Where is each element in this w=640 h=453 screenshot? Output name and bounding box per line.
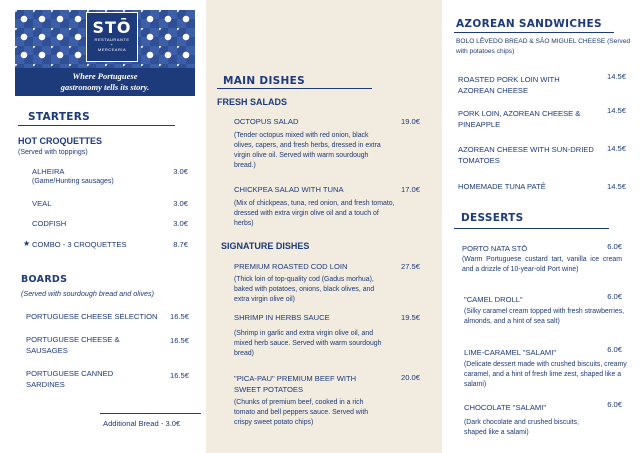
cod-loin: PREMIUM ROASTED COD LOIN (234, 262, 348, 271)
sandwich-tuna-pate: HOMEMADE TUNA PATÊ (458, 182, 546, 191)
boards-note: (Served with sourdough bread and olives) (21, 289, 155, 298)
sandwich-pork-pineapple: PORK LOIN, AZOREAN CHEESE & PINEAPPLE (458, 109, 581, 129)
sandwich-sun-dried-price: 14.5€ (606, 144, 626, 153)
tile-banner (15, 10, 195, 68)
croquette-alheira-price: 3.0€ (173, 167, 188, 176)
hot-croquettes-title: HOT CROQUETTES (18, 136, 103, 146)
dessert-camel-droll: "CAMEL DROLL" (464, 295, 523, 304)
shrimp-herbs-price: 19.5€ (400, 313, 420, 322)
board-cheese-sausages-price: 16.5€ (169, 336, 189, 345)
dessert-porto-nata: PORTO NATA STŌ (462, 244, 528, 253)
croquette-alheira: ALHEIRA (32, 167, 65, 176)
shrimp-herbs-desc: (Shrimp in garlic and extra virgin olive oil, and mixed herb sauce. Served with warm sourdough bread) (234, 330, 382, 357)
dessert-lime-caramel-price: 6.0€ (607, 345, 622, 354)
hot-croquettes-note: (Served with toppings) (18, 149, 88, 156)
board-sardines-price: 16.5€ (169, 371, 189, 380)
pica-pau-price: 20.0€ (400, 373, 420, 382)
sandwiches-desserts-column (442, 0, 640, 453)
cod-loin-price: 27.5€ (400, 262, 420, 271)
bread-rule (100, 413, 201, 414)
sandwiches-title: AZOREAN SANDWICHES (456, 18, 602, 30)
sandwich-pork-cheese-price: 14.5€ (606, 72, 626, 81)
dessert-lime-caramel-desc: (Delicate dessert made with crushed biscuits, creamy caramel, and a hint of fresh lime zest, shaped like a salami) (464, 361, 627, 388)
croquette-combo: COMBO - 3 CROQUETTES (32, 240, 127, 249)
pica-pau-desc: (Chunks of premium beef, cooked in a rich tomato and bell peppers sauce. Served with crispy sweet potato chips) (234, 399, 369, 426)
logo-sub-2: + (110, 42, 114, 47)
dessert-lime-caramel: LIME-CARAMEL "SALAMI" (464, 348, 557, 357)
dessert-porto-nata-price: 6.0€ (607, 242, 622, 251)
sandwich-tuna-pate-price: 14.5€ (606, 182, 626, 191)
dessert-camel-droll-price: 6.0€ (607, 292, 622, 301)
sandwich-pork-pineapple-price: 14.5€ (606, 106, 626, 115)
star-icon: ★ (23, 239, 31, 248)
logo (86, 12, 138, 62)
desserts-title: DESSERTS (461, 212, 524, 224)
boards-title: BOARDS (21, 274, 68, 285)
desserts-rule (454, 228, 609, 229)
shrimp-herbs: SHRIMP IN HERBS SAUCE (234, 313, 330, 322)
sandwiches-rule (454, 32, 614, 33)
signature-dishes-title: SIGNATURE DISHES (221, 241, 310, 251)
cod-loin-desc: (Thick loin of top-quality cod (Gadus morhua), baked with potatoes, onions, black olives, and extra virgin olive oil) (234, 276, 375, 303)
octopus-salad-desc: (Tender octopus mixed with red onion, black olives, capers, and fresh herbs, dressed in extra virgin olive oil. Served with warm sourdough bread.) (234, 132, 381, 169)
croquette-combo-price: 8.7€ (173, 240, 188, 249)
starters-rule (18, 125, 175, 126)
chickpea-salad-desc: (Mix of chickpeas, tuna, red onion, and fresh tomato, dressed with extra virgin olive oil and a touch of herbs) (234, 200, 395, 227)
tagline (15, 68, 195, 96)
board-cheese-sausages: PORTUGUESE CHEESE & SAUSAGES (26, 335, 120, 355)
sandwich-pork-cheese: ROASTED PORK LOIN WITH AZOREAN CHEESE (458, 75, 560, 95)
tagline-line-1: Where Portuguese (72, 71, 138, 81)
main-dishes-column (206, 0, 442, 453)
chickpea-salad-price: 17.0€ (400, 185, 420, 194)
logo-sub-1: RESTAURANTE (94, 37, 130, 42)
dessert-chocolate-salami: CHOCOLATE "SALAMI" (464, 403, 547, 412)
starters-title: STARTERS (28, 111, 91, 123)
main-dishes-rule (217, 88, 372, 89)
croquette-codfish: CODFISH (32, 219, 67, 228)
chickpea-salad: CHICKPEA SALAD WITH TUNA (234, 185, 344, 194)
sandwich-sun-dried: AZOREAN CHEESE WITH SUN-DRIED TOMATOES (458, 145, 594, 165)
main-dishes-title: MAIN DISHES (223, 75, 305, 87)
dessert-chocolate-salami-desc: (Dark chocolate and crushed biscuits, shaped like a salami) (464, 419, 579, 436)
board-cheese-price: 16.5€ (169, 312, 189, 321)
additional-bread: Additional Bread - 3.0€ (103, 419, 181, 428)
croquette-veal: VEAL (32, 199, 52, 208)
croquette-veal-price: 3.0€ (173, 199, 188, 208)
dessert-chocolate-salami-price: 6.0€ (607, 400, 622, 409)
dessert-porto-nata-desc: (Warm Portuguese custard tart, vanilla ice cream and a drizzle of 10-year-old Port wine) (462, 256, 622, 273)
octopus-salad: OCTOPUS SALAD (234, 117, 299, 126)
dessert-camel-droll-desc: (Silky caramel cream topped with fresh strawberries, almonds, and a hint of sea salt) (464, 308, 625, 325)
croquette-codfish-price: 3.0€ (173, 219, 188, 228)
fresh-salads-title: FRESH SALADS (217, 97, 288, 107)
board-sardines: PORTUGUESE CANNED SARDINES (26, 369, 114, 389)
sandwiches-note: BOLO LÊVEDO BREAD & SÃO MIGUEL CHEESE (Served with potatoes chips) (456, 38, 631, 55)
starters-column (0, 0, 206, 453)
board-cheese: PORTUGUESE CHEESE SELECTION (26, 312, 158, 321)
logo-sub-3: MERCEARIA (97, 47, 127, 52)
octopus-salad-price: 19.0€ (400, 117, 420, 126)
croquette-alheira-sub: (Game/Hunting sausages) (32, 178, 114, 185)
tagline-line-2: gastronomy tells its story. (60, 82, 150, 92)
logo-text: STŌ (92, 18, 132, 37)
pica-pau: "PICA-PAU" PREMIUM BEEF WITH SWEET POTATOES (234, 374, 357, 394)
